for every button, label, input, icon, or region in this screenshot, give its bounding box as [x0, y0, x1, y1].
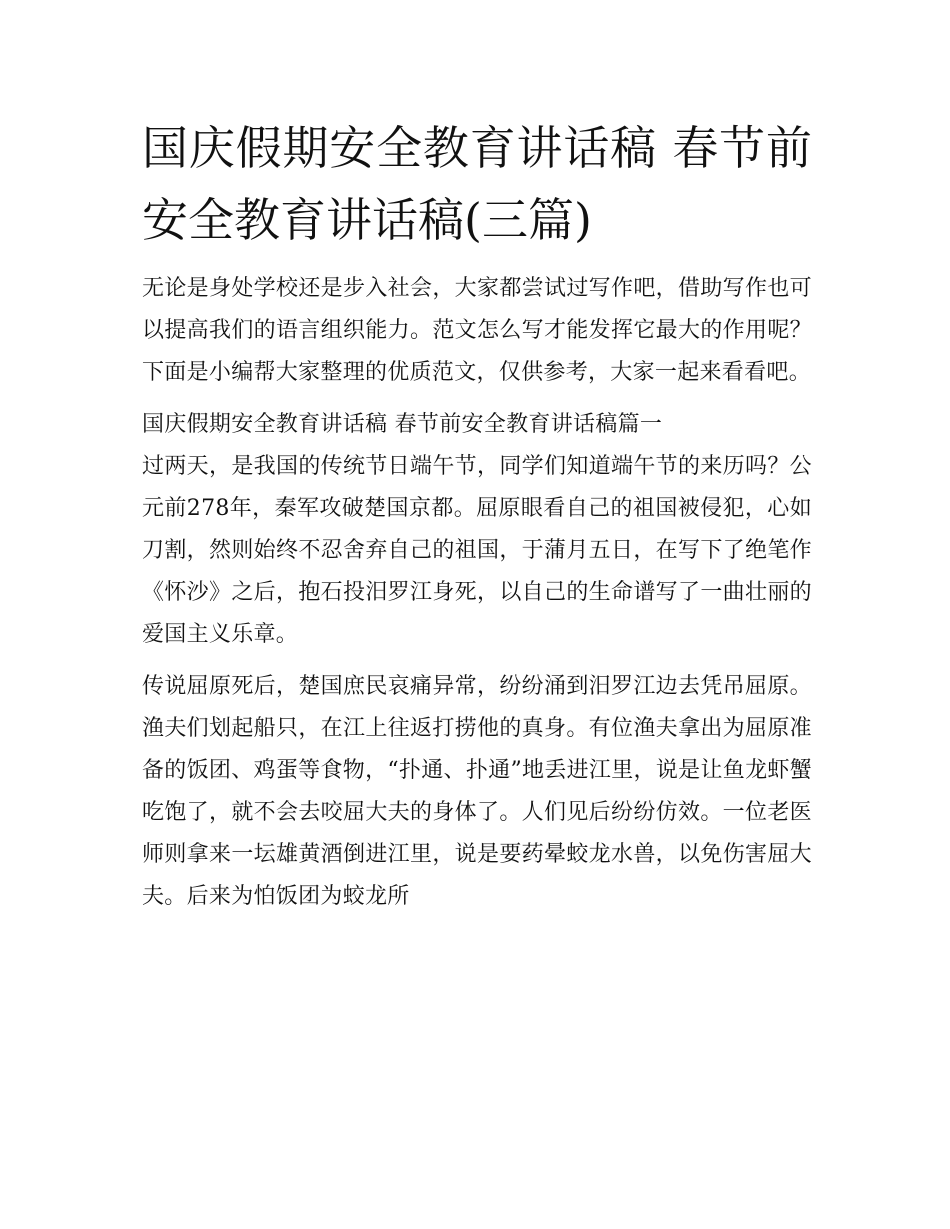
- document-page: [142, 112, 812, 918]
- body-paragraph-1: 过两天，是我国的传统节日端午节，同学们知道端午节的来历吗？公元前278年，秦军攻破楚国京都。屈原眼看自己的祖国被侵犯，心如刀割，然则始终不忍舍弃自己的祖国，于蒲月五日，在写下了绝笔作《怀沙》之后，抱石投汨罗江身死，以自己的生命谱写了一曲壮丽的爱国主义乐章。: [142, 454, 812, 647]
- body-paragraph-2: 传说屈原死后，楚国庶民哀痛异常，纷纷涌到汨罗江边去凭吊屈原。渔夫们划起船只，在江上往返打捞他的真身。有位渔夫拿出为屈原准备的饭团、鸡蛋等食物，“扑通、扑通”地丢进江里，说是让鱼龙虾蟹吃饱了，就不会去咬屈大夫的身体了。人们见后纷纷仿效。一位老医师则拿来一坛雄黄酒倒进江里，说是要药晕蛟龙水兽，以免伤害屈大夫。后来为怕饭团为蛟龙所: [142, 674, 812, 909]
- document-title: 国庆假期安全教育讲话稿 春节前安全教育讲话稿(三篇): [142, 121, 812, 247]
- intro-paragraph: 无论是身处学校还是步入社会，大家都尝试过写作吧，借助写作也可以提高我们的语言组织能力。范文怎么写才能发挥它最大的作用呢？下面是小编帮大家整理的优质范文，仅供参考，大家一起来看看吧。: [142, 276, 812, 385]
- spacer: [142, 656, 812, 666]
- spacer: [142, 394, 812, 404]
- section-heading: 国庆假期安全教育讲话稿 春节前安全教育讲话稿篇一: [142, 412, 663, 437]
